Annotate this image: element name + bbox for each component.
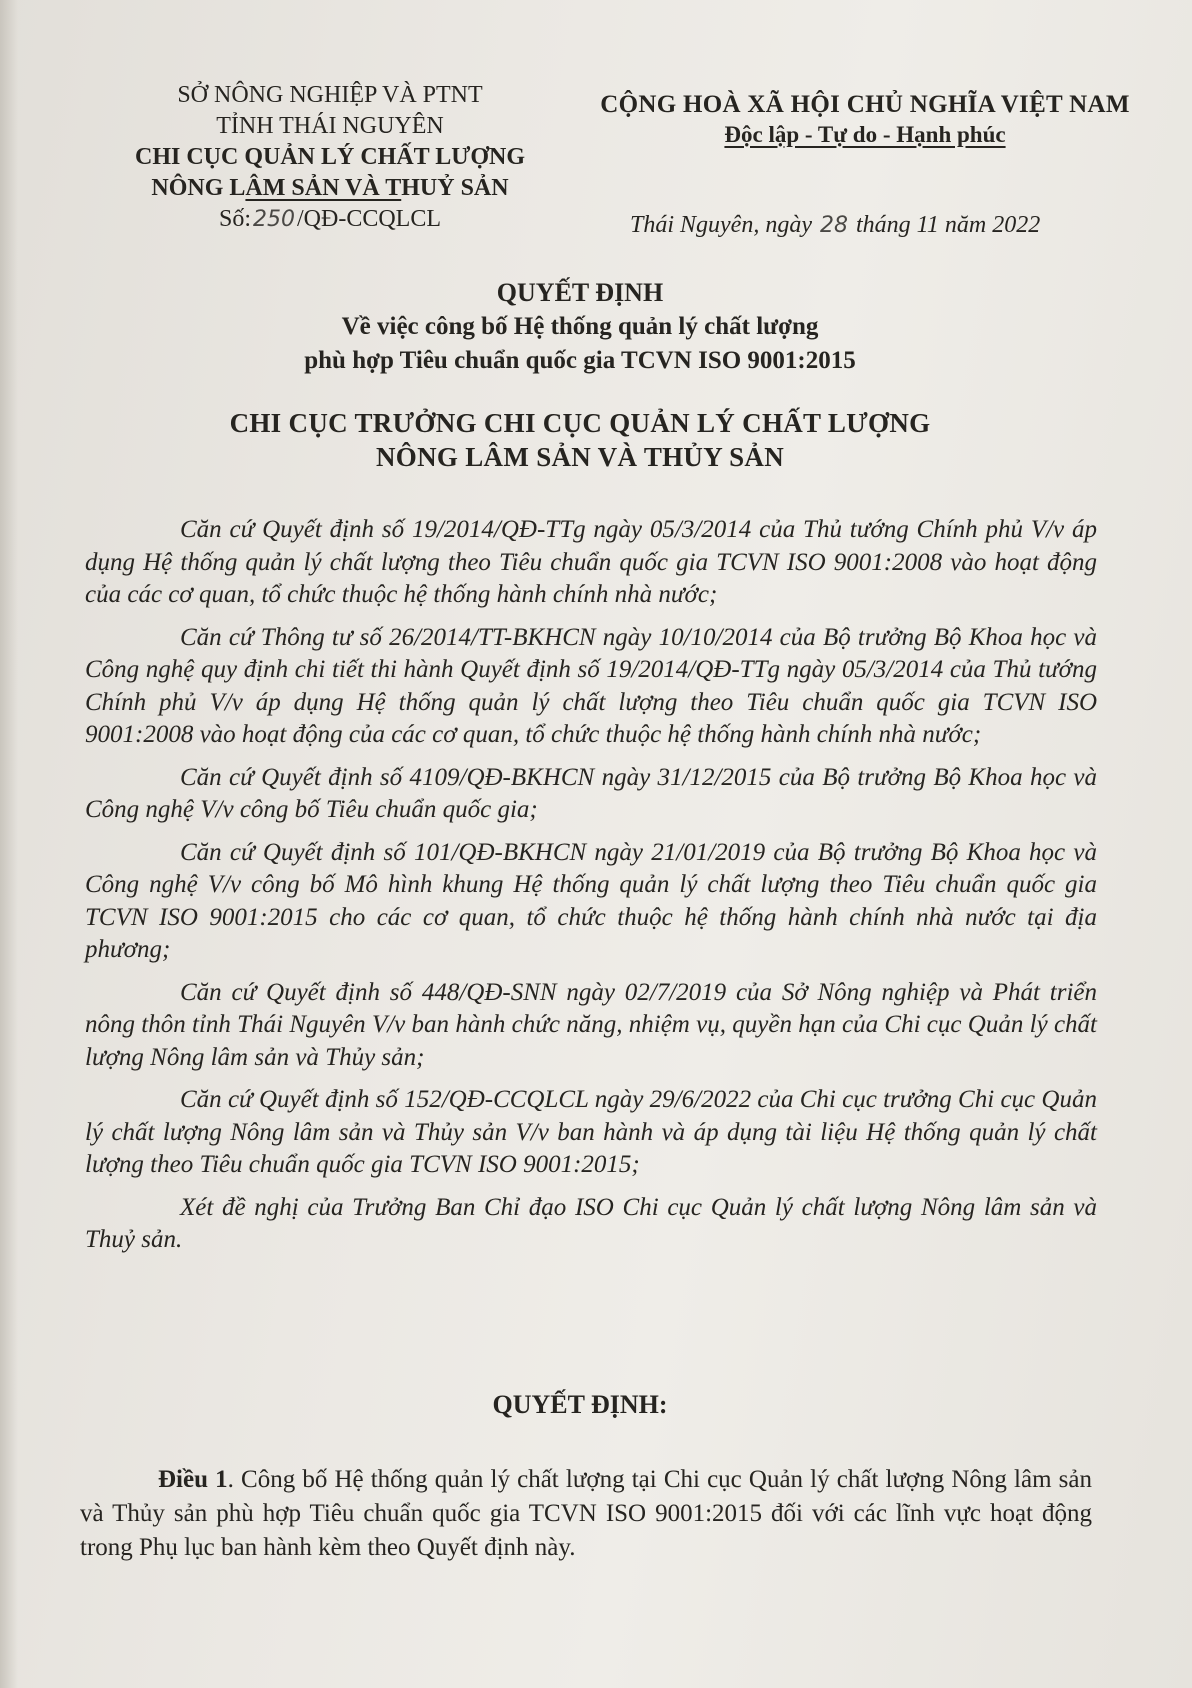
legal-basis-paragraph: Căn cứ Quyết định số 152/QĐ-CCQLCL ngày 29/6/2022 của Chi cục trưởng Chi cục Quản lý chất lượng Nông lâm sản và Thủy sản V/v ban hành và áp dụng tài liệu Hệ thống quản lý chất lượng theo Tiêu chuẩn quốc gia TCVN ISO 9001:2015;	[85, 1086, 1097, 1178]
country-name: CỘNG HOÀ XÃ HỘI CHỦ NGHĨA VIỆT NAM	[600, 91, 1130, 118]
legal-basis-paragraph: Căn cứ Quyết định số 101/QĐ-BKHCN ngày 21/01/2019 của Bộ trưởng Bộ Khoa học và Công nghệ V/v công bố Mô hình khung Hệ thống quản lý chất lượng theo Tiêu chuẩn quốc gia TCVN ISO 9001:2015 cho các cơ quan, tổ chức thuộc hệ thống hành chính nhà nước tại địa phương;	[85, 838, 1097, 963]
legal-basis-paragraph: Căn cứ Quyết định số 19/2014/QĐ-TTg ngày 05/3/2014 của Thủ tướng Chính phủ V/v áp dụng Hệ thống quản lý chất lượng theo Tiêu chuẩn quốc gia TCVN ISO 9001:2008 vào hoạt động của các cơ quan, tổ chức thuộc hệ thống hành chính nhà nước;	[85, 516, 1097, 608]
decision-heading: QUYẾT ĐỊNH:	[492, 1390, 668, 1419]
page-edge-shadow	[0, 0, 18, 1688]
agency-name-part-c: HUỶ SẢN	[401, 175, 509, 201]
agency-name-line1: CHI CỤC QUẢN LÝ CHẤT LƯỢNG	[134, 144, 526, 170]
national-motto: Độc lập - Tự do - Hạnh phúc	[724, 122, 1006, 147]
proposal-paragraph: Xét đề nghị của Trưởng Ban Chỉ đạo ISO Chi cục Quản lý chất lượng Nông lâm sản và Thuỷ sản.	[85, 1193, 1097, 1253]
issue-date	[630, 212, 1110, 239]
decision-subject-line1: Về việc công bố Hệ thống quản lý chất lượng	[341, 313, 819, 340]
document-number	[110, 204, 550, 235]
decision-title-main: QUYẾT ĐỊNH	[496, 278, 664, 307]
parent-agency-line: SỞ NÔNG NGHIỆP VÀ PTNT	[177, 82, 483, 108]
date-suffix: tháng 11 năm 2022	[855, 212, 1041, 238]
document-number-label: Số:	[218, 206, 251, 232]
authority-title-line1: CHI CỤC TRƯỞNG CHI CỤC QUẢN LÝ CHẤT LƯỢNG	[229, 408, 931, 438]
date-prefix: Thái Nguyên, ngày	[630, 212, 812, 238]
issuing-agency-header	[110, 80, 550, 235]
article-1-text: . Công bố Hệ thống quản lý chất lượng tại Chi cục Quản lý chất lượng Nông lâm sản và Thủy sản phù hợp Tiêu chuẩn quốc gia TCVN ISO 9001:2015 đối với các lĩnh vực hoạt động trong Phụ lục ban hành kèm theo Quyết định này.	[80, 1466, 1092, 1561]
decision-title	[120, 276, 1040, 378]
article-1	[80, 1463, 1092, 1565]
legal-bases	[85, 514, 1097, 1267]
decision-subject-line2: phù hợp Tiêu chuẩn quốc gia TCVN ISO 9001:2015	[304, 347, 856, 374]
national-header	[585, 90, 1145, 150]
legal-basis-paragraph: Căn cứ Quyết định số 448/QĐ-SNN ngày 02/7/2019 của Sở Nông nghiệp và Phát triển nông thôn tỉnh Thái Nguyên V/v ban hành chức năng, nhiệm vụ, quyền hạn của Chi cục Quản lý chất lượng Nông lâm sản và Thủy sản;	[85, 978, 1097, 1071]
authority-title	[120, 406, 1040, 474]
authority-title-line2: NÔNG LÂM SẢN VÀ THỦY SẢN	[376, 442, 784, 472]
agency-name-part-b: ÂM SẢN VÀ T	[245, 175, 402, 201]
agency-name-line2	[110, 173, 550, 204]
document-number-suffix: /QĐ-CCQLCL	[297, 206, 441, 232]
article-1-paragraph	[80, 1463, 1092, 1565]
document-number-handwritten: 250	[253, 207, 295, 232]
agency-name-part-a: NÔNG L	[151, 175, 246, 201]
legal-basis-paragraph: Căn cứ Thông tư số 26/2014/TT-BKHCN ngày 10/10/2014 của Bộ trưởng Bộ Khoa học và Công nghệ quy định chi tiết thi hành Quyết định số 19/2014/QĐ-TTg ngày 05/3/2014 của Thủ tướng Chính phủ V/v áp dụng Hệ thống quản lý chất lượng theo Tiêu chuẩn quốc gia TCVN ISO 9001:2008 vào hoạt động của các cơ quan, tổ chức thuộc hệ thống hành chính nhà nước;	[85, 623, 1097, 748]
province-line: TỈNH THÁI NGUYÊN	[216, 113, 444, 139]
date-day-handwritten: 28	[819, 213, 848, 238]
legal-basis-paragraph: Căn cứ Quyết định số 4109/QĐ-BKHCN ngày 31/12/2015 của Bộ trưởng Bộ Khoa học và Công nghệ V/v công bố Tiêu chuẩn quốc gia;	[85, 763, 1097, 823]
article-1-label: Điều 1	[158, 1466, 228, 1493]
